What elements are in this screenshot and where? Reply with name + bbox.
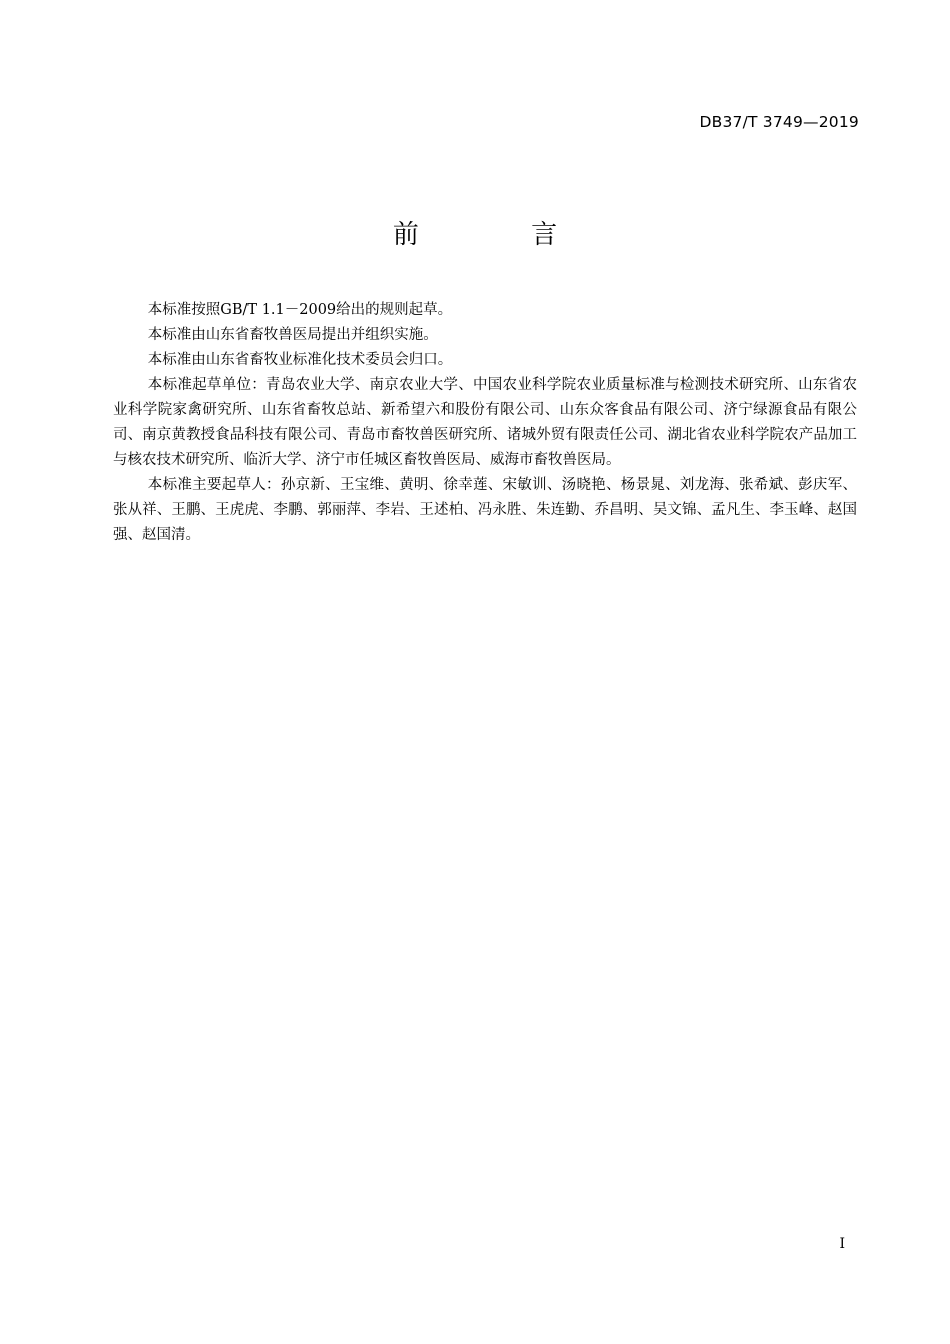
- foreword-body: [113, 298, 857, 548]
- page-number: I: [839, 1236, 845, 1252]
- paragraph-drafting-units: 本标准起草单位：青岛农业大学、南京农业大学、中国农业科学院农业质量标准与检测技术研究所、山东省农业科学院家禽研究所、山东省畜牧总站、新希望六和股份有限公司、山东众客食品有限公司、济宁绿源食品有限公司、南京黄教授食品科技有限公司、青岛市畜牧兽医研究所、诸城外贸有限责任公司、湖北省农业科学院农产品加工与核农技术研究所、临沂大学、济宁市任城区畜牧兽医局、威海市畜牧兽医局。: [113, 377, 857, 468]
- paragraph-committee: 本标准由山东省畜牧业标准化技术委员会归口。: [147, 352, 453, 368]
- paragraph-drafting-rules: 本标准按照GB/T 1.1－2009给出的规则起草。: [147, 302, 453, 318]
- paragraph-main-drafters: 本标准主要起草人：孙京新、王宝维、黄明、徐幸莲、宋敏训、汤晓艳、杨景晁、刘龙海、张希斌、彭庆军、张从祥、王鹏、王虎虎、李鹏、郭丽萍、李岩、王述柏、冯永胜、朱连勤、乔昌明、吴文锦、孟凡生、李玉峰、赵国强、赵国清。: [113, 477, 857, 543]
- foreword-title: 前 言: [392, 220, 610, 250]
- paragraph-proposer: 本标准由山东省畜牧兽医局提出并组织实施。: [147, 327, 438, 343]
- document-code: DB37/T 3749—2019: [699, 113, 859, 131]
